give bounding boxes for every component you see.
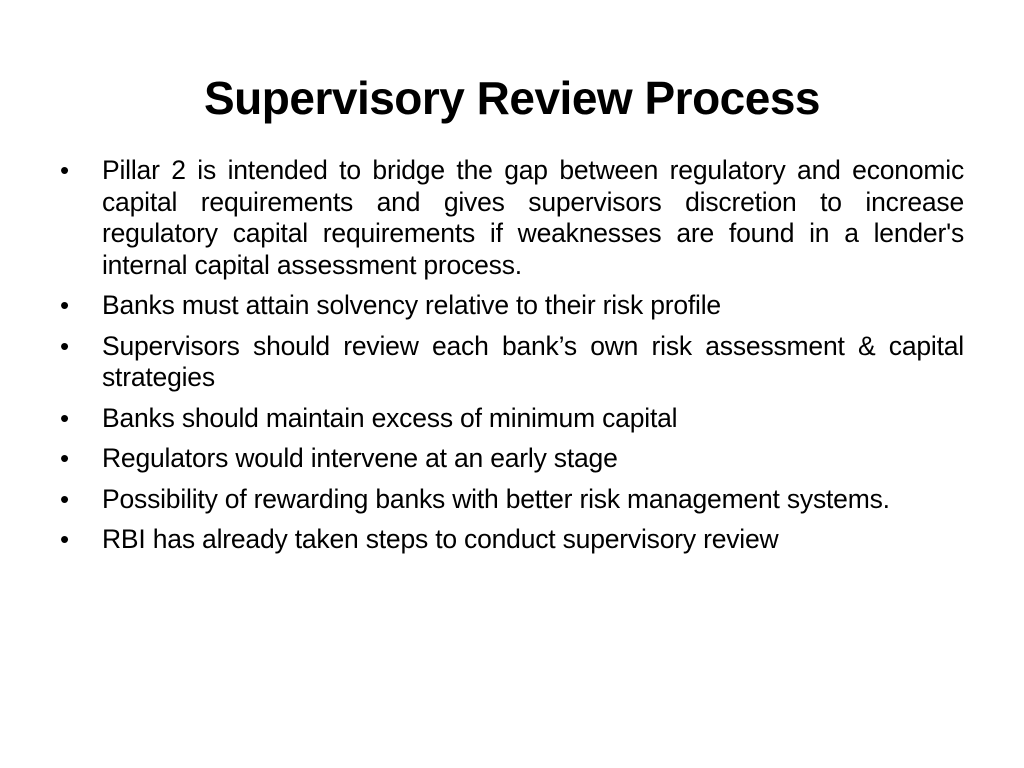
bullet-list — [56, 155, 964, 565]
bullet-text: Pillar 2 is intended to bridge the gap between regulatory and economic capital requirements and gives supervisors discretion to increase regulatory capital requirements if weaknesses are found in a lender's internal capital assessment process. — [102, 155, 964, 280]
bullet-text: Supervisors should review each bank’s own risk assessment & capital strategies — [102, 330, 964, 392]
bullet-dot-icon: • — [60, 155, 69, 185]
bullet-dot-icon: • — [60, 290, 69, 320]
bullet-item — [56, 331, 964, 394]
bullet-text: RBI has already taken steps to conduct supervisory review — [102, 524, 779, 554]
bullet-item — [56, 524, 964, 556]
bullet-item — [56, 403, 964, 435]
bullet-dot-icon: • — [60, 330, 69, 361]
bullet-text: Possibility of rewarding banks with better risk management systems. — [102, 483, 890, 514]
bullet-dot-icon: • — [60, 483, 69, 514]
bullet-item — [56, 443, 964, 475]
bullet-text: Banks should maintain excess of minimum capital — [102, 402, 678, 433]
slide-title: Supervisory Review Process — [204, 72, 820, 124]
bullet-item — [56, 155, 964, 281]
bullet-dot-icon: • — [60, 402, 69, 433]
bullet-text: Regulators would intervene at an early stage — [102, 443, 618, 473]
bullet-text: Banks must attain solvency relative to their risk profile — [102, 290, 721, 320]
bullet-item — [56, 484, 964, 516]
bullet-item — [56, 290, 964, 322]
bullet-dot-icon: • — [60, 524, 69, 554]
bullet-dot-icon: • — [60, 443, 69, 473]
